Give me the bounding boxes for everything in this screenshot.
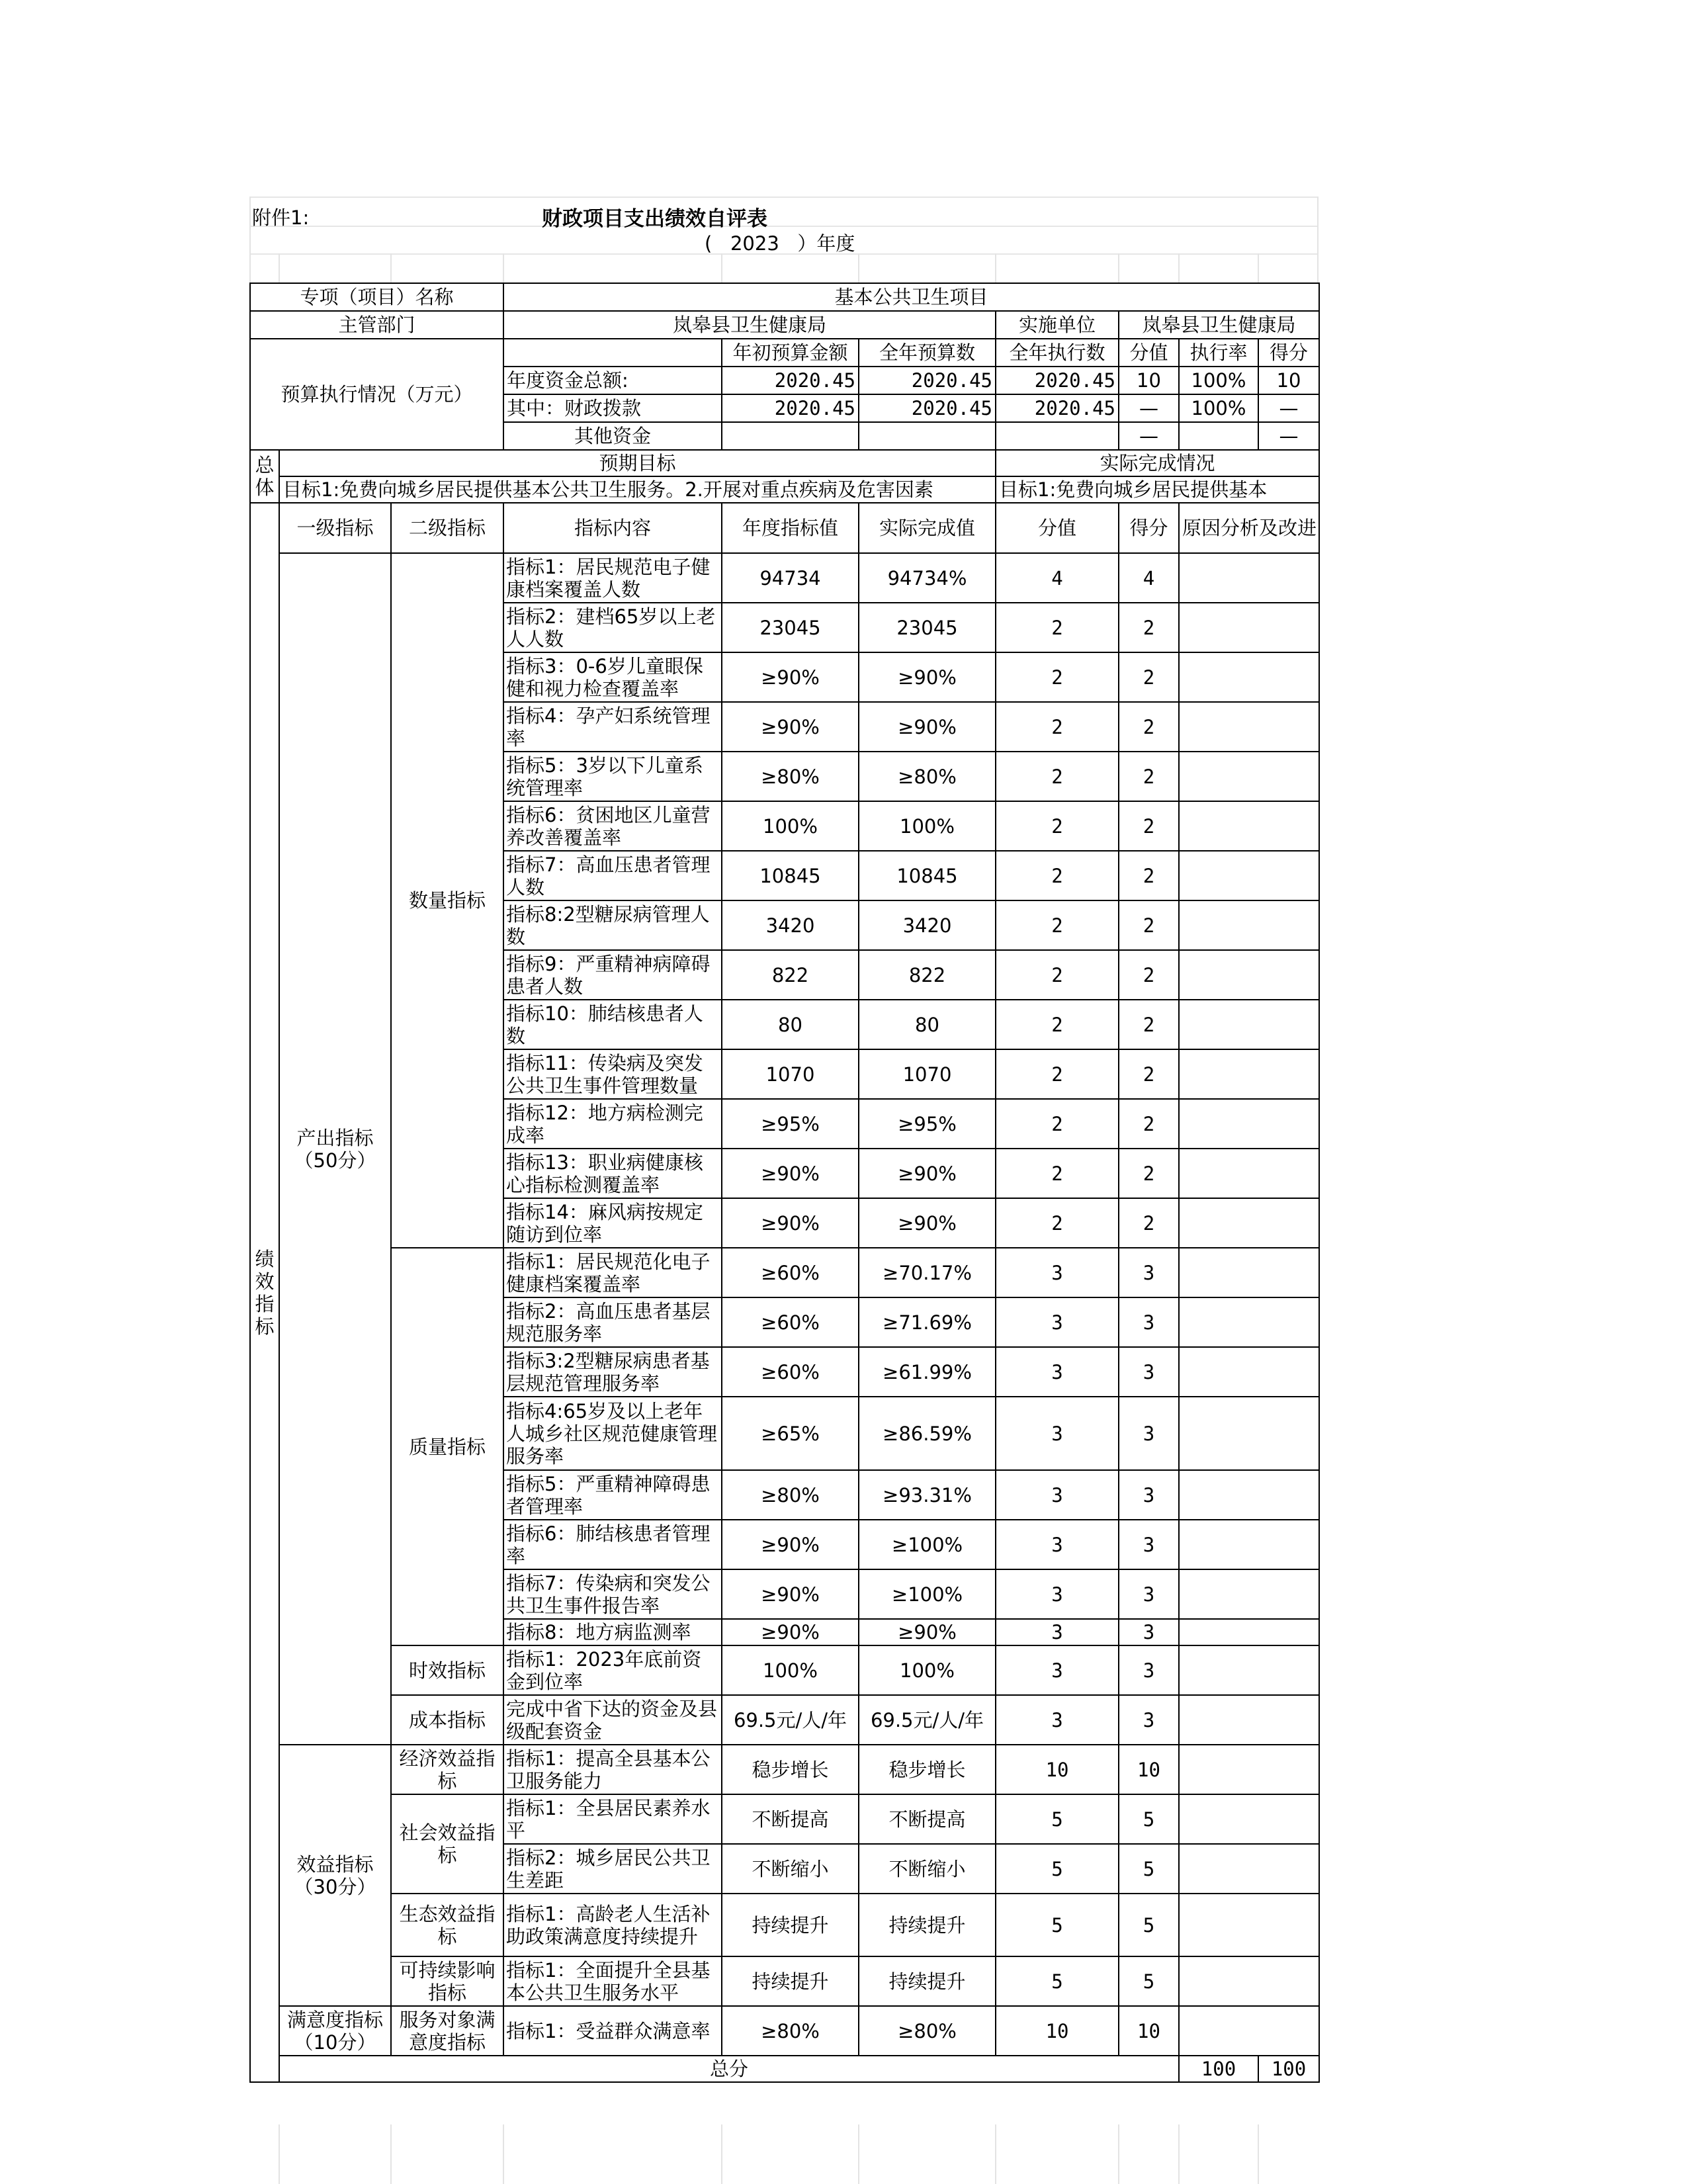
indicator-score: 3 <box>1119 1297 1179 1347</box>
indicator-actual-value: 稳步增长 <box>859 1745 996 1794</box>
indicator-content: 指标1：受益群众满意率 <box>503 2006 722 2056</box>
indicator-score-value: 5 <box>996 1894 1119 1956</box>
indicator-target-value: ≥65% <box>722 1397 859 1470</box>
indicator-content: 指标7：传染病和突发公共卫生事件报告率 <box>503 1569 722 1619</box>
indicator-target-value: ≥90% <box>722 652 859 702</box>
indicator-content: 指标4:65岁及以上老年人城乡社区规范健康管理服务率 <box>503 1397 722 1470</box>
indicator-content: 指标5：严重精神障碍患者管理率 <box>503 1470 722 1520</box>
indicator-content: 指标1：高龄老人生活补助政策满意度持续提升 <box>503 1894 722 1956</box>
fiscal-year: ( 2023 ）年度 <box>705 232 855 255</box>
indicator-row <box>250 553 1319 603</box>
indicator-score-value: 3 <box>996 1619 1119 1645</box>
indicator-actual-value: ≥71.69% <box>859 1297 996 1347</box>
grid-line <box>858 2124 859 2184</box>
grid-line <box>721 2124 722 2184</box>
indicator-score-value: 3 <box>996 1645 1119 1695</box>
indicator-score-value: 3 <box>996 1248 1119 1297</box>
indicator-analysis-cell <box>1179 1520 1319 1569</box>
goals-side-label: 总体 <box>250 450 279 503</box>
grid-line <box>721 253 722 283</box>
actual-header: 实际完成值 <box>859 503 996 553</box>
indicator-target-value: ≥80% <box>722 752 859 801</box>
indicator-analysis-cell <box>1179 1894 1319 1956</box>
indicator-analysis-cell <box>1179 1844 1319 1894</box>
grid-line <box>390 2124 392 2184</box>
grid-line <box>503 2124 504 2184</box>
budget-rate-cell <box>1179 422 1258 450</box>
level2-indicator-timeliness: 时效指标 <box>391 1645 503 1695</box>
indicator-target-value: ≥90% <box>722 702 859 752</box>
total-score: 100 <box>1258 2056 1319 2082</box>
indicator-content: 指标13：职业病健康核心指标检测覆盖率 <box>503 1149 722 1198</box>
level1-indicator-satisfaction: 满意度指标（10分） <box>279 2006 391 2056</box>
grid-line <box>503 253 504 283</box>
budget-column-header: 年初预算金额 <box>722 339 859 367</box>
indicator-header-row <box>250 503 1319 553</box>
indicator-target-value: 822 <box>722 950 859 1000</box>
indicator-row <box>250 1794 1319 1844</box>
indicator-actual-value: 100% <box>859 801 996 851</box>
grid-line <box>1118 253 1119 283</box>
department-row <box>250 311 1319 339</box>
indicator-analysis-cell <box>1179 1695 1319 1745</box>
indicator-analysis-cell <box>1179 2006 1319 2056</box>
grid-line <box>995 253 996 283</box>
indicator-analysis-cell <box>1179 1099 1319 1149</box>
indicator-actual-value: ≥95% <box>859 1099 996 1149</box>
indicator-score: 2 <box>1119 1049 1179 1099</box>
level2-indicator-sustainable: 可持续影响指标 <box>391 1956 503 2006</box>
level1-indicator-output: 产出指标（50分） <box>279 553 391 1745</box>
indicator-row <box>250 2006 1319 2056</box>
value-header: 分值 <box>996 503 1119 553</box>
indicator-score: 2 <box>1119 950 1179 1000</box>
indicator-content: 指标4：孕产妇系统管理率 <box>503 702 722 752</box>
indicator-row <box>250 1695 1319 1745</box>
implementing-unit-value: 岚皋县卫生健康局 <box>1119 311 1319 339</box>
indicator-actual-value: 23045 <box>859 603 996 652</box>
indicator-score: 5 <box>1119 1794 1179 1844</box>
indicator-analysis-cell <box>1179 1956 1319 2006</box>
indicator-score: 5 <box>1119 1956 1179 2006</box>
indicator-target-value: 持续提升 <box>722 1956 859 2006</box>
indicator-actual-value: ≥70.17% <box>859 1248 996 1297</box>
indicator-actual-value: ≥80% <box>859 752 996 801</box>
indicator-target-value: 80 <box>722 1000 859 1049</box>
indicator-actual-value: 3420 <box>859 900 996 950</box>
budget-score-value-cell: — <box>1119 422 1179 450</box>
indicator-analysis-cell <box>1179 1248 1319 1297</box>
indicator-target-value: ≥60% <box>722 1297 859 1347</box>
indicator-score: 3 <box>1119 1397 1179 1470</box>
indicator-analysis-cell <box>1179 1645 1319 1695</box>
indicator-content: 指标6：贫困地区儿童营养改善覆盖率 <box>503 801 722 851</box>
indicator-target-value: 1070 <box>722 1049 859 1099</box>
indicator-analysis-cell <box>1179 603 1319 652</box>
indicator-content: 指标2：高血压患者基层规范服务率 <box>503 1297 722 1347</box>
indicator-score: 2 <box>1119 652 1179 702</box>
budget-executed-cell: 2020.45 <box>996 367 1119 394</box>
indicator-actual-value: ≥80% <box>859 2006 996 2056</box>
indicator-analysis-cell <box>1179 950 1319 1000</box>
indicator-target-value: 100% <box>722 1645 859 1695</box>
budget-initial-cell: 2020.45 <box>722 367 859 394</box>
target-header: 年度指标值 <box>722 503 859 553</box>
indicator-content: 指标14：麻风病按规定随访到位率 <box>503 1198 722 1248</box>
indicator-score: 2 <box>1119 801 1179 851</box>
indicator-score-value: 2 <box>996 652 1119 702</box>
indicator-actual-value: ≥100% <box>859 1569 996 1619</box>
indicator-actual-value: ≥90% <box>859 1198 996 1248</box>
expected-goal-text: 目标1:免费向城乡居民提供基本公共卫生服务。2.开展对重点疾病及危害因素 <box>279 476 996 503</box>
budget-score-cell: — <box>1258 394 1319 422</box>
indicator-score: 3 <box>1119 1619 1179 1645</box>
indicator-target-value: ≥95% <box>722 1099 859 1149</box>
indicator-content: 指标1：居民规范化电子健康档案覆盖率 <box>503 1248 722 1297</box>
indicator-content: 指标1：全面提升全县基本公共卫生服务水平 <box>503 1956 722 2006</box>
budget-rate-cell: 100% <box>1179 367 1258 394</box>
indicator-row <box>250 1248 1319 1297</box>
budget-score-value-cell: 10 <box>1119 367 1179 394</box>
indicator-row <box>250 1956 1319 2006</box>
grid-line <box>858 253 859 283</box>
indicator-actual-value: 不断缩小 <box>859 1844 996 1894</box>
indicator-actual-value: 822 <box>859 950 996 1000</box>
indicator-score-value: 5 <box>996 1956 1119 2006</box>
indicator-score: 3 <box>1119 1695 1179 1745</box>
indicator-content: 指标12：地方病检测完成率 <box>503 1099 722 1149</box>
indicator-score-value: 10 <box>996 1745 1119 1794</box>
indicator-actual-value: 1070 <box>859 1049 996 1099</box>
grid-line <box>1317 197 1319 283</box>
indicator-actual-value: ≥90% <box>859 1619 996 1645</box>
indicator-analysis-cell <box>1179 1569 1319 1619</box>
indicator-score: 5 <box>1119 1844 1179 1894</box>
goals-header-row <box>250 450 1319 476</box>
budget-annual-cell <box>859 422 996 450</box>
indicator-target-value: 不断缩小 <box>722 1844 859 1894</box>
indicator-score-value: 2 <box>996 702 1119 752</box>
indicator-target-value: 稳步增长 <box>722 1745 859 1794</box>
indicator-analysis-cell <box>1179 652 1319 702</box>
indicator-score-value: 2 <box>996 752 1119 801</box>
grid-line <box>249 197 251 283</box>
level2-indicator-quality: 质量指标 <box>391 1248 503 1645</box>
indicator-score-value: 2 <box>996 603 1119 652</box>
indicator-analysis-cell <box>1179 900 1319 950</box>
indicator-content: 指标2：建档65岁以上老人人数 <box>503 603 722 652</box>
annex-label: 附件1: <box>252 206 310 229</box>
indicator-analysis-cell <box>1179 1149 1319 1198</box>
indicator-analysis-cell <box>1179 1198 1319 1248</box>
indicator-content: 指标7：高血压患者管理人数 <box>503 851 722 900</box>
indicator-score: 3 <box>1119 1248 1179 1297</box>
indicator-score-value: 3 <box>996 1397 1119 1470</box>
indicator-score: 5 <box>1119 1894 1179 1956</box>
indicator-target-value: ≥90% <box>722 1569 859 1619</box>
indicator-content: 指标11：传染病及突发公共卫生事件管理数量 <box>503 1049 722 1099</box>
indicator-score-value: 4 <box>996 553 1119 603</box>
indicator-target-value: ≥80% <box>722 2006 859 2056</box>
project-name-row <box>250 283 1319 311</box>
indicator-actual-value: ≥90% <box>859 652 996 702</box>
indicator-target-value: 100% <box>722 801 859 851</box>
indicator-analysis-cell <box>1179 851 1319 900</box>
indicator-content: 指标10：肺结核患者人数 <box>503 1000 722 1049</box>
total-row <box>250 2056 1319 2082</box>
total-value: 100 <box>1179 2056 1258 2082</box>
level2-indicator-economic: 经济效益指标 <box>391 1745 503 1794</box>
level1-header: 一级指标 <box>279 503 391 553</box>
indicator-actual-value: 持续提升 <box>859 1894 996 1956</box>
indicator-score-value: 2 <box>996 1149 1119 1198</box>
budget-initial-cell <box>722 422 859 450</box>
indicator-score: 2 <box>1119 752 1179 801</box>
goals-row <box>250 476 1319 503</box>
content-header: 指标内容 <box>503 503 722 553</box>
budget-executed-cell <box>996 422 1119 450</box>
budget-executed-cell: 2020.45 <box>996 394 1119 422</box>
grid-line <box>279 2124 280 2184</box>
indicator-score: 3 <box>1119 1347 1179 1397</box>
indicator-content: 指标3:2型糖尿病患者基层规范管理服务率 <box>503 1347 722 1397</box>
grid-line <box>1178 253 1180 283</box>
indicator-score: 3 <box>1119 1569 1179 1619</box>
indicator-score: 2 <box>1119 603 1179 652</box>
grid-line <box>1178 2124 1180 2184</box>
budget-section-label: 预算执行情况（万元） <box>250 339 503 450</box>
indicator-score-value: 3 <box>996 1695 1119 1745</box>
indicator-row <box>250 1894 1319 1956</box>
indicator-target-value: ≥60% <box>722 1347 859 1397</box>
indicator-analysis-cell <box>1179 752 1319 801</box>
grid-line <box>279 253 280 283</box>
indicator-actual-value: 10845 <box>859 851 996 900</box>
indicator-target-value: 3420 <box>722 900 859 950</box>
indicator-actual-value: ≥93.31% <box>859 1470 996 1520</box>
indicator-content: 指标8：地方病监测率 <box>503 1619 722 1645</box>
project-name-value: 基本公共卫生项目 <box>503 283 1319 311</box>
budget-column-header: 分值 <box>1119 339 1179 367</box>
budget-column-header: 执行率 <box>1179 339 1258 367</box>
budget-row-label: 其中：财政拨款 <box>503 394 722 422</box>
indicator-score: 3 <box>1119 1645 1179 1695</box>
evaluation-table <box>249 283 1320 2083</box>
grid-line <box>1258 253 1259 283</box>
level2-indicator-quantity: 数量指标 <box>391 553 503 1248</box>
department-value: 岚皋县卫生健康局 <box>503 311 996 339</box>
department-label: 主管部门 <box>250 311 503 339</box>
indicator-content: 指标9：严重精神病障碍患者人数 <box>503 950 722 1000</box>
indicator-actual-value: ≥61.99% <box>859 1347 996 1397</box>
indicator-target-value: 不断提高 <box>722 1794 859 1844</box>
indicator-content: 指标5：3岁以下儿童系统管理率 <box>503 752 722 801</box>
budget-score-cell: — <box>1258 422 1319 450</box>
indicator-actual-value: 69.5元/人/年 <box>859 1695 996 1745</box>
indicator-analysis-cell <box>1179 702 1319 752</box>
indicator-content: 指标6：肺结核患者管理率 <box>503 1520 722 1569</box>
indicator-score-value: 5 <box>996 1844 1119 1894</box>
indicator-content: 指标2：城乡居民公共卫生差距 <box>503 1844 722 1894</box>
level2-indicator-service-satisfaction: 服务对象满意度指标 <box>391 2006 503 2056</box>
indicator-score-value: 2 <box>996 1198 1119 1248</box>
indicator-analysis-cell <box>1179 1347 1319 1397</box>
indicator-score: 10 <box>1119 2006 1179 2056</box>
indicator-actual-value: 94734% <box>859 553 996 603</box>
indicator-target-value: 10845 <box>722 851 859 900</box>
indicator-target-value: ≥90% <box>722 1149 859 1198</box>
level2-indicator-cost: 成本指标 <box>391 1695 503 1745</box>
indicator-target-value: 23045 <box>722 603 859 652</box>
indicator-score-value: 3 <box>996 1520 1119 1569</box>
indicator-actual-value: 持续提升 <box>859 1956 996 2006</box>
blank-cell <box>503 339 722 367</box>
budget-initial-cell: 2020.45 <box>722 394 859 422</box>
budget-annual-cell: 2020.45 <box>859 394 996 422</box>
actual-goal-text: 目标1:免费向城乡居民提供基本 <box>996 476 1319 503</box>
indicators-side-label: 绩效指标 <box>250 503 279 2082</box>
indicator-analysis-cell <box>1179 801 1319 851</box>
indicator-score: 3 <box>1119 1520 1179 1569</box>
analysis-header: 原因分析及改进 <box>1179 503 1319 553</box>
budget-row-label: 年度资金总额: <box>503 367 722 394</box>
total-label: 总分 <box>279 2056 1179 2082</box>
indicator-target-value: ≥60% <box>722 1248 859 1297</box>
indicator-actual-value: 100% <box>859 1645 996 1695</box>
score-header: 得分 <box>1119 503 1179 553</box>
grid-line <box>390 253 392 283</box>
grid-line <box>1258 2124 1259 2184</box>
indicator-score-value: 5 <box>996 1794 1119 1844</box>
indicator-analysis-cell <box>1179 1049 1319 1099</box>
page-title: 财政项目支出绩效自评表 <box>542 207 767 231</box>
indicator-score: 2 <box>1119 851 1179 900</box>
budget-annual-cell: 2020.45 <box>859 367 996 394</box>
budget-column-header: 得分 <box>1258 339 1319 367</box>
level2-header: 二级指标 <box>391 503 503 553</box>
indicator-score-value: 2 <box>996 950 1119 1000</box>
implementing-unit-label: 实施单位 <box>996 311 1119 339</box>
budget-score-cell: 10 <box>1258 367 1319 394</box>
indicator-target-value: ≥90% <box>722 1520 859 1569</box>
indicator-score: 4 <box>1119 553 1179 603</box>
indicator-score-value: 2 <box>996 1099 1119 1149</box>
indicator-analysis-cell <box>1179 553 1319 603</box>
indicator-analysis-cell <box>1179 1619 1319 1645</box>
indicator-target-value: ≥90% <box>722 1198 859 1248</box>
indicator-content: 指标8:2型糖尿病管理人数 <box>503 900 722 950</box>
project-name-label: 专项（项目）名称 <box>250 283 503 311</box>
indicator-actual-value: ≥100% <box>859 1520 996 1569</box>
indicator-content: 指标3：0-6岁儿童眼保健和视力检查覆盖率 <box>503 652 722 702</box>
indicator-actual-value: ≥90% <box>859 1149 996 1198</box>
indicator-content: 指标1：2023年底前资金到位率 <box>503 1645 722 1695</box>
budget-column-header: 全年执行数 <box>996 339 1119 367</box>
indicator-score-value: 2 <box>996 1049 1119 1099</box>
indicator-analysis-cell <box>1179 1794 1319 1844</box>
indicator-score-value: 2 <box>996 1000 1119 1049</box>
indicator-score-value: 3 <box>996 1347 1119 1397</box>
indicator-target-value: 69.5元/人/年 <box>722 1695 859 1745</box>
indicator-target-value: 94734 <box>722 553 859 603</box>
indicator-actual-value: 不断提高 <box>859 1794 996 1844</box>
indicator-score: 2 <box>1119 1099 1179 1149</box>
indicator-target-value: ≥90% <box>722 1619 859 1645</box>
indicator-score: 2 <box>1119 702 1179 752</box>
budget-rate-cell: 100% <box>1179 394 1258 422</box>
indicator-row <box>250 1745 1319 1794</box>
indicator-score: 2 <box>1119 1000 1179 1049</box>
grid-line <box>249 226 1319 227</box>
indicator-content: 完成中省下达的资金及县级配套资金 <box>503 1695 722 1745</box>
indicator-score-value: 2 <box>996 801 1119 851</box>
indicator-analysis-cell <box>1179 1470 1319 1520</box>
indicator-score-value: 3 <box>996 1470 1119 1520</box>
budget-header-row <box>250 339 1319 367</box>
indicator-row <box>250 1645 1319 1695</box>
level2-indicator-social: 社会效益指标 <box>391 1794 503 1894</box>
budget-column-header: 全年预算数 <box>859 339 996 367</box>
indicator-score: 10 <box>1119 1745 1179 1794</box>
indicator-content: 指标1：居民规范电子健康档案覆盖人数 <box>503 553 722 603</box>
indicator-content: 指标1：提高全县基本公卫服务能力 <box>503 1745 722 1794</box>
indicator-score-value: 2 <box>996 900 1119 950</box>
indicator-analysis-cell <box>1179 1745 1319 1794</box>
indicator-score: 2 <box>1119 1198 1179 1248</box>
indicator-actual-value: ≥86.59% <box>859 1397 996 1470</box>
indicator-score: 2 <box>1119 1149 1179 1198</box>
budget-score-value-cell: — <box>1119 394 1179 422</box>
indicator-content: 指标1：全县居民素养水平 <box>503 1794 722 1844</box>
indicator-analysis-cell <box>1179 1000 1319 1049</box>
budget-row-label: 其他资金 <box>503 422 722 450</box>
indicator-analysis-cell <box>1179 1297 1319 1347</box>
indicator-score-value: 3 <box>996 1569 1119 1619</box>
indicator-target-value: ≥80% <box>722 1470 859 1520</box>
indicator-score: 2 <box>1119 900 1179 950</box>
level2-indicator-ecological: 生态效益指标 <box>391 1894 503 1956</box>
indicator-target-value: 持续提升 <box>722 1894 859 1956</box>
indicator-actual-value: 80 <box>859 1000 996 1049</box>
indicator-actual-value: ≥90% <box>859 702 996 752</box>
expected-goal-header: 预期目标 <box>279 450 996 476</box>
level1-indicator-benefit: 效益指标（30分） <box>279 1745 391 2006</box>
indicator-analysis-cell <box>1179 1397 1319 1470</box>
indicator-score: 3 <box>1119 1470 1179 1520</box>
grid-line <box>995 2124 996 2184</box>
grid-line <box>1118 2124 1119 2184</box>
actual-goal-header: 实际完成情况 <box>996 450 1319 476</box>
grid-line <box>249 197 1319 198</box>
indicator-score-value: 2 <box>996 851 1119 900</box>
indicator-score-value: 3 <box>996 1297 1119 1347</box>
indicator-score-value: 10 <box>996 2006 1119 2056</box>
